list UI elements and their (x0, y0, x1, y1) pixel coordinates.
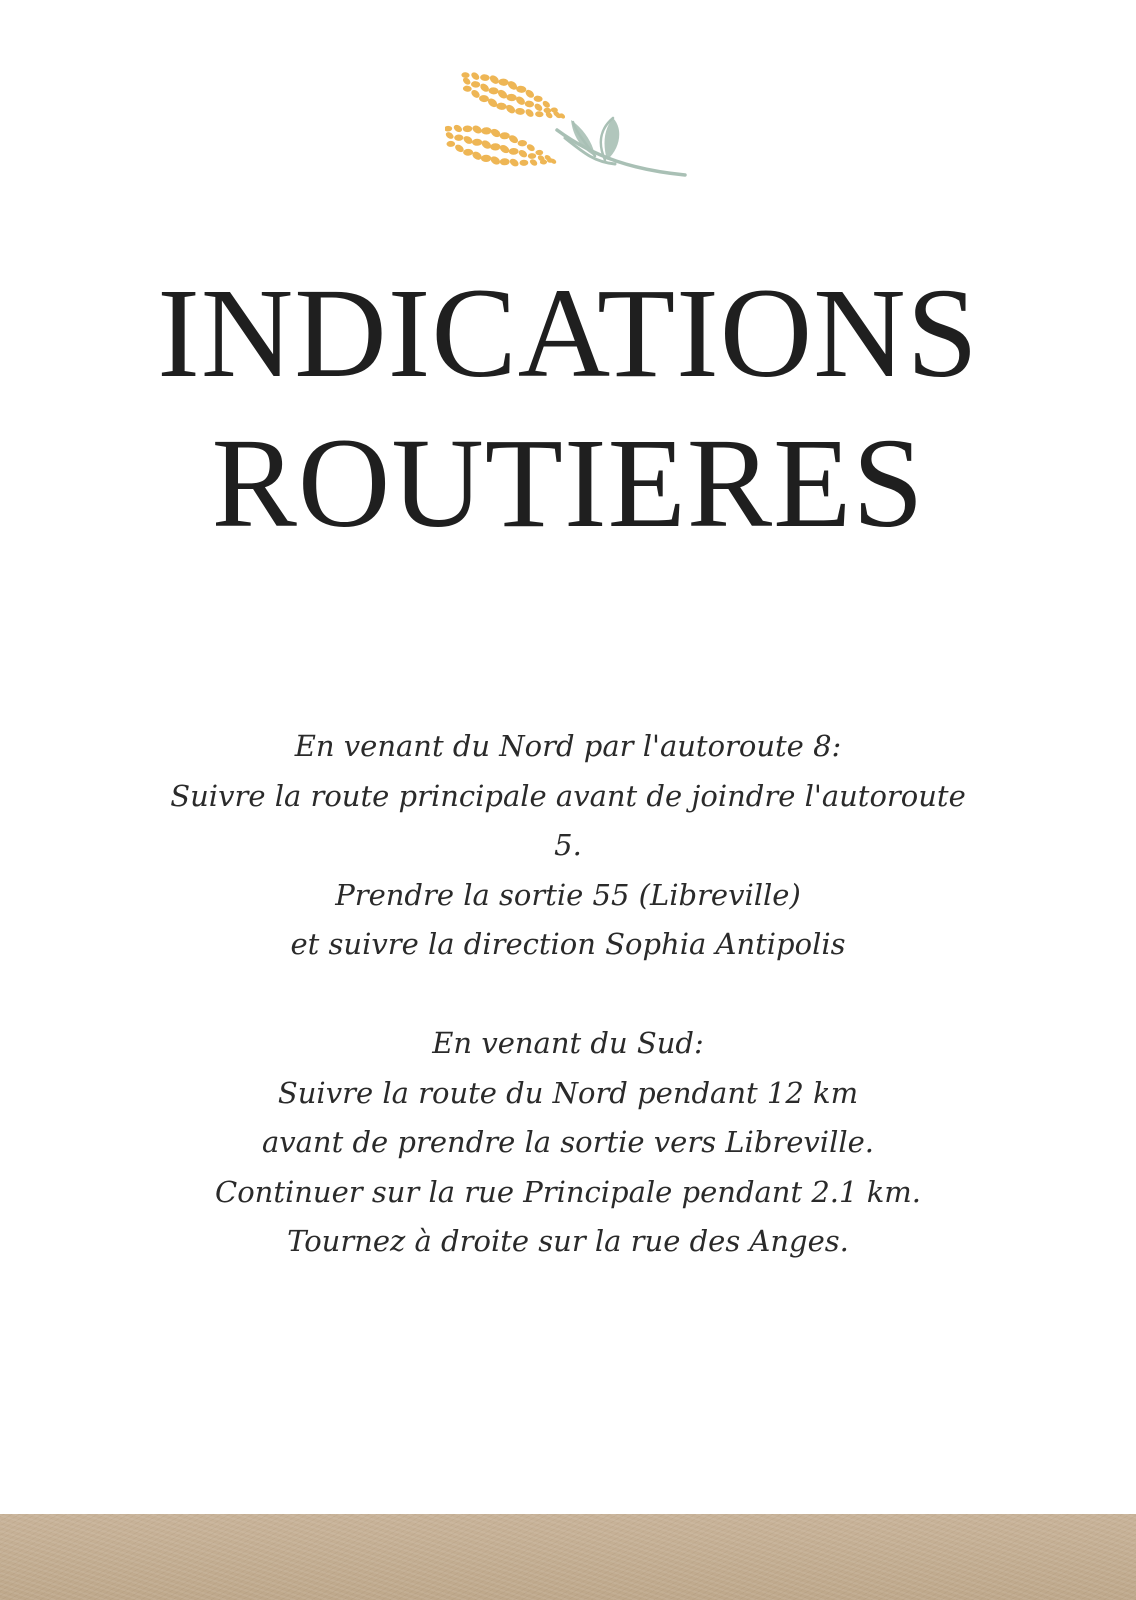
kraft-paper-band (0, 1514, 1136, 1600)
sprig-grain (518, 140, 528, 147)
sprig-grain (481, 155, 492, 162)
page-title (0, 258, 1136, 558)
sprig-grain (488, 87, 499, 95)
south-line-1: Suivre la route du Nord pendant 12 km (277, 1075, 859, 1110)
north-heading: En venant du Nord par l'autoroute 8: (294, 729, 842, 763)
sprig-grain (463, 149, 473, 156)
north-line-2: Prendre la sortie 55 (Libreville) (335, 877, 801, 912)
sprig-grain (481, 127, 492, 134)
sprig-grain (490, 143, 501, 150)
sprig-grain (535, 111, 544, 118)
sprig-grain (472, 139, 482, 146)
title-line-2: ROUTIERES (211, 412, 925, 554)
sprig-grain (508, 157, 520, 168)
paragraph-spacer (0, 970, 1136, 1020)
sprig-grain (528, 153, 537, 159)
sprig-grain (533, 102, 544, 112)
sprig-grain (462, 134, 474, 145)
south-line-3: Continuer sur la rue Principale pendant 2.1 km. (215, 1174, 921, 1209)
sprig-grain (461, 72, 470, 78)
south-line-4: Tournez à droite sur la rue des Anges. (287, 1224, 849, 1258)
sprig-grain (446, 141, 455, 147)
sprig-grain (480, 139, 493, 151)
sprig-grain (445, 131, 455, 141)
sprig-grain (463, 125, 473, 132)
sprig-grain (509, 148, 519, 155)
sprig-grain (524, 108, 535, 119)
sprig-grain (498, 143, 510, 155)
directions-text (0, 722, 1136, 1267)
sprig-grain (471, 81, 481, 88)
sprig-grain (524, 100, 534, 107)
sprig-grain (480, 74, 490, 81)
sprig-grain (504, 103, 516, 115)
sprig-grain (452, 123, 463, 133)
sprig-grain (526, 143, 536, 153)
sprig-grain (517, 148, 528, 158)
sprig-grain (470, 71, 481, 82)
north-line-1-continued: 5. (554, 828, 582, 862)
sprig-grain (496, 102, 507, 110)
sprig-grain (541, 100, 551, 110)
south-line-2: avant de prendre la sortie vers Libreville. (261, 1125, 875, 1159)
sprig-grain (533, 95, 543, 102)
sprig-grain (479, 95, 490, 103)
north-line-3: et suivre la direction Sophia Antipolis (290, 927, 846, 961)
wheat-sprig-icon (445, 70, 690, 185)
sprig-grain (516, 85, 527, 93)
north-line-1: Suivre la route principale avant de joindre l'autoroute (170, 778, 966, 813)
sprig-grain (515, 108, 525, 116)
sprig-grain (498, 78, 509, 86)
sprig-grain (488, 74, 500, 86)
sprig-grain (529, 158, 539, 167)
sprig-grain (500, 132, 510, 139)
sprig-grain (489, 155, 502, 167)
title-line-1: INDICATIONS (157, 262, 979, 404)
sprig-grain (500, 158, 510, 165)
sprig-grain (445, 126, 452, 132)
sprig-grain (506, 93, 517, 101)
sprig-grain (519, 160, 528, 166)
south-heading: En venant du Sud: (432, 1026, 704, 1060)
sprig-grain (535, 150, 543, 156)
sprig-grain (454, 134, 463, 141)
sprig-grain (463, 85, 472, 92)
sprig-grain (471, 124, 483, 135)
